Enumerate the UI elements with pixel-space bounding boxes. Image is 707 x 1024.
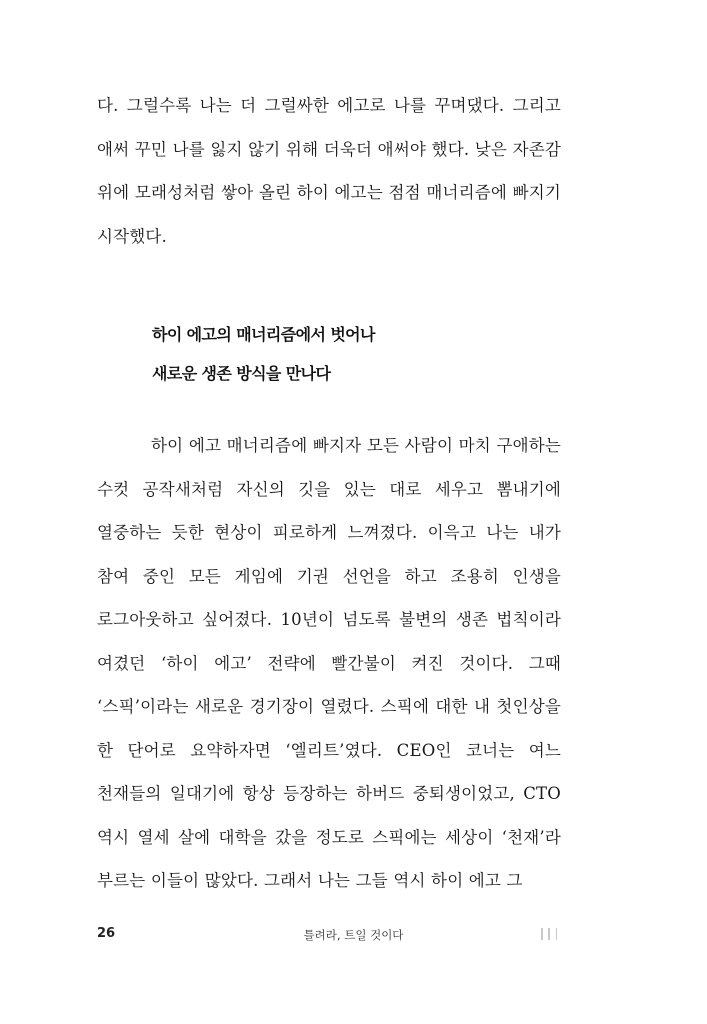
ornament-bar xyxy=(548,928,550,940)
section-heading-line-2: 새로운 생존 방식을 만나다 xyxy=(152,364,331,383)
body-paragraph-continued: 다. 그럴수록 나는 더 그럴싸한 에고로 나를 꾸며댔다. 그리고 애써 꾸민 나를 잃지 않기 위해 더욱더 애써야 했다. 낮은 자존감 위에 모래성처럼 쌓아 올린 하이 에고는 점점 매너리즘에 빠지기 시작했다. xyxy=(97,96,561,246)
page-number: 26 xyxy=(97,926,116,941)
body-paragraph-main: 하이 에고 매너리즘에 빠지자 모든 사람이 마치 구애하는 수컷 공작새처럼 자신의 깃을 있는 대로 세우고 뽐내기에 열중하는 듯한 현상이 피로하게 느껴졌다. 이윽고 나는 내가 참여 중인 모든 게임에 기권 선언을 하고 조용히 인생을 로그아웃하고 싶어졌다. 10년이 넘도록 불변의 생존 법칙이라 여겼던 ‘하이 에고’ 전략에 빨간불이 켜진 것이다. 그때 ‘스픽’이라는 새로운 경기장이 열렸다. 스픽에 대한 내 첫인상을 한 단어로 요약하자면 ‘엘리트’였다. CEO인 코너는 여느 천재들의 일대기에 항상 등장하는 하버드 중퇴생이었고, CTO 역시 열세 살에 대학을 갔을 정도로 스픽에는 세상이 ‘천재’라 부르는 이들이 많았다. 그래서 나는 그들 역시 하이 에고 그 xyxy=(97,436,561,890)
ornament-bar xyxy=(541,928,543,940)
footer-ornament-icon xyxy=(541,928,557,940)
running-title: 틀려라, 트일 것이다 xyxy=(303,928,404,942)
ornament-bar xyxy=(556,928,558,940)
page-footer xyxy=(0,926,707,946)
section-heading-line-1: 하이 에고의 매너리즘에서 벗어나 xyxy=(152,325,375,344)
